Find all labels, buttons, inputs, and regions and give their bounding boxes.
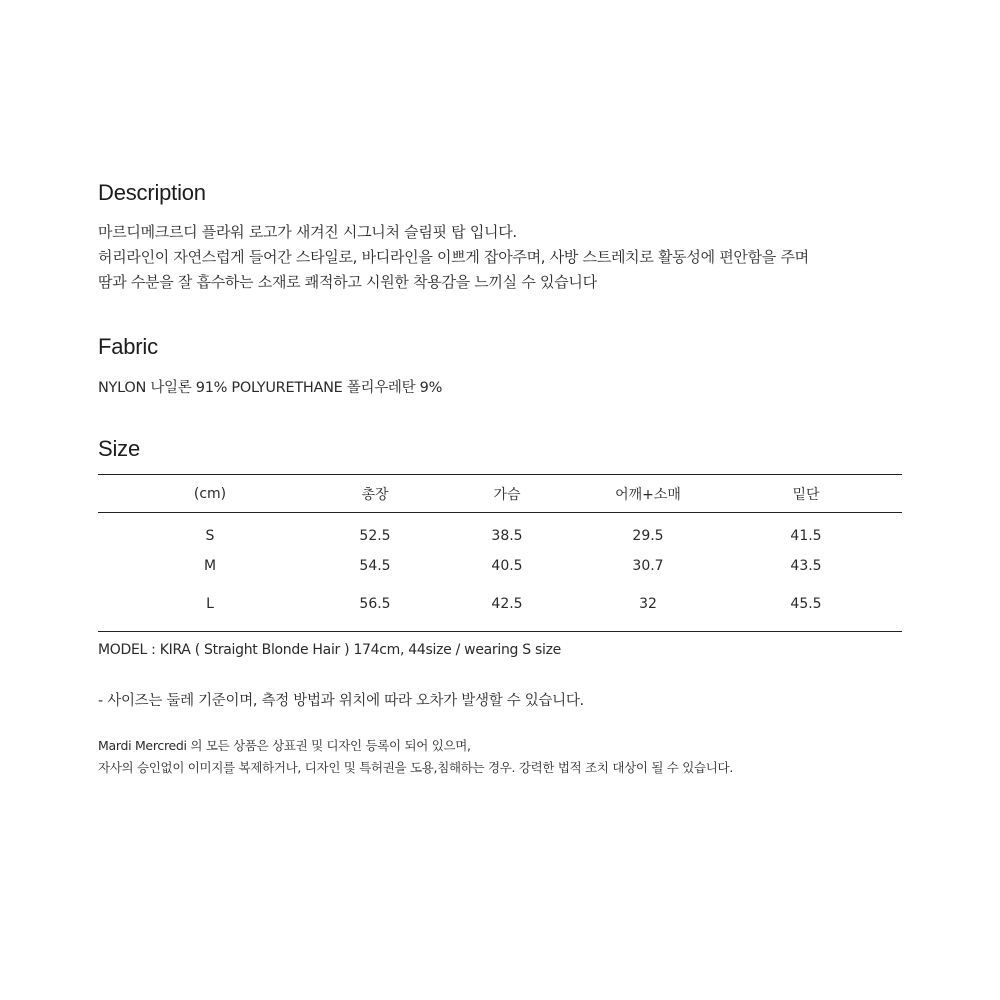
column-header-length: 총장: [322, 475, 428, 513]
table-cell: 38.5: [491, 527, 523, 544]
fabric-composition: NYLON 나일론 91% POLYURETHANE 폴리우레탄 9%: [98, 380, 443, 396]
table-cell: 30.7: [632, 557, 664, 574]
table-cell: 43.5: [790, 557, 822, 574]
size-table-header: [98, 475, 902, 513]
legal-notice-line: 자사의 승인없이 이미지를 복제하거나, 디자인 및 특허권을 도용,침해하는 경우. 강력한 법적 조치 대상이 될 수 있습니다.: [98, 760, 733, 775]
table-cell: 42.5: [428, 583, 586, 632]
table-cell: 29.5: [632, 527, 664, 544]
table-cell: 54.5: [359, 557, 391, 574]
table-cell: 41.5: [790, 527, 822, 544]
table-cell: 40.5: [491, 557, 523, 574]
table-cell: 32: [586, 583, 710, 632]
table-cell: 52.5: [359, 527, 391, 544]
table-cell: 56.5: [322, 583, 428, 632]
size-table: [98, 474, 902, 632]
model-info: MODEL : KIRA ( Straight Blonde Hair ) 174cm, 44size / wearing S size: [98, 642, 561, 658]
table-row: [98, 513, 902, 549]
size-label: M: [203, 557, 217, 574]
legal-notice-line: Mardi Mercredi 의 모든 상품은 상표권 및 디자인 등록이 되어 있으며,: [98, 738, 471, 753]
column-header-shoulder-sleeve: 어깨+소매: [586, 475, 710, 513]
description-line: 마르디메크르디 플라워 로고가 새겨진 시그니처 슬림핏 탑 입니다.: [98, 223, 517, 241]
table-row: [98, 548, 902, 583]
column-header-chest: 가슴: [428, 475, 586, 513]
fabric-heading: Fabric: [98, 334, 158, 359]
description-line: 허리라인이 자연스럽게 들어간 스타일로, 바디라인을 이쁘게 잡아주며, 사방 스트레치로 활동성에 편안함을 주며: [98, 248, 809, 266]
description-heading: Description: [98, 180, 206, 205]
size-note: - 사이즈는 둘레 기준이며, 측정 방법과 위치에 따라 오차가 발생할 수 있습니다.: [98, 693, 584, 709]
size-label: L: [98, 583, 322, 632]
size-label: S: [205, 527, 215, 544]
column-header-hem: 밑단: [710, 475, 902, 513]
description-line: 땀과 수분을 잘 흡수하는 소재로 쾌적하고 시원한 착용감을 느끼실 수 있습니다: [98, 273, 597, 291]
size-heading: Size: [98, 436, 140, 461]
column-header-unit: (cm): [98, 475, 322, 513]
table-cell: 45.5: [710, 583, 902, 632]
table-row: [98, 583, 902, 632]
